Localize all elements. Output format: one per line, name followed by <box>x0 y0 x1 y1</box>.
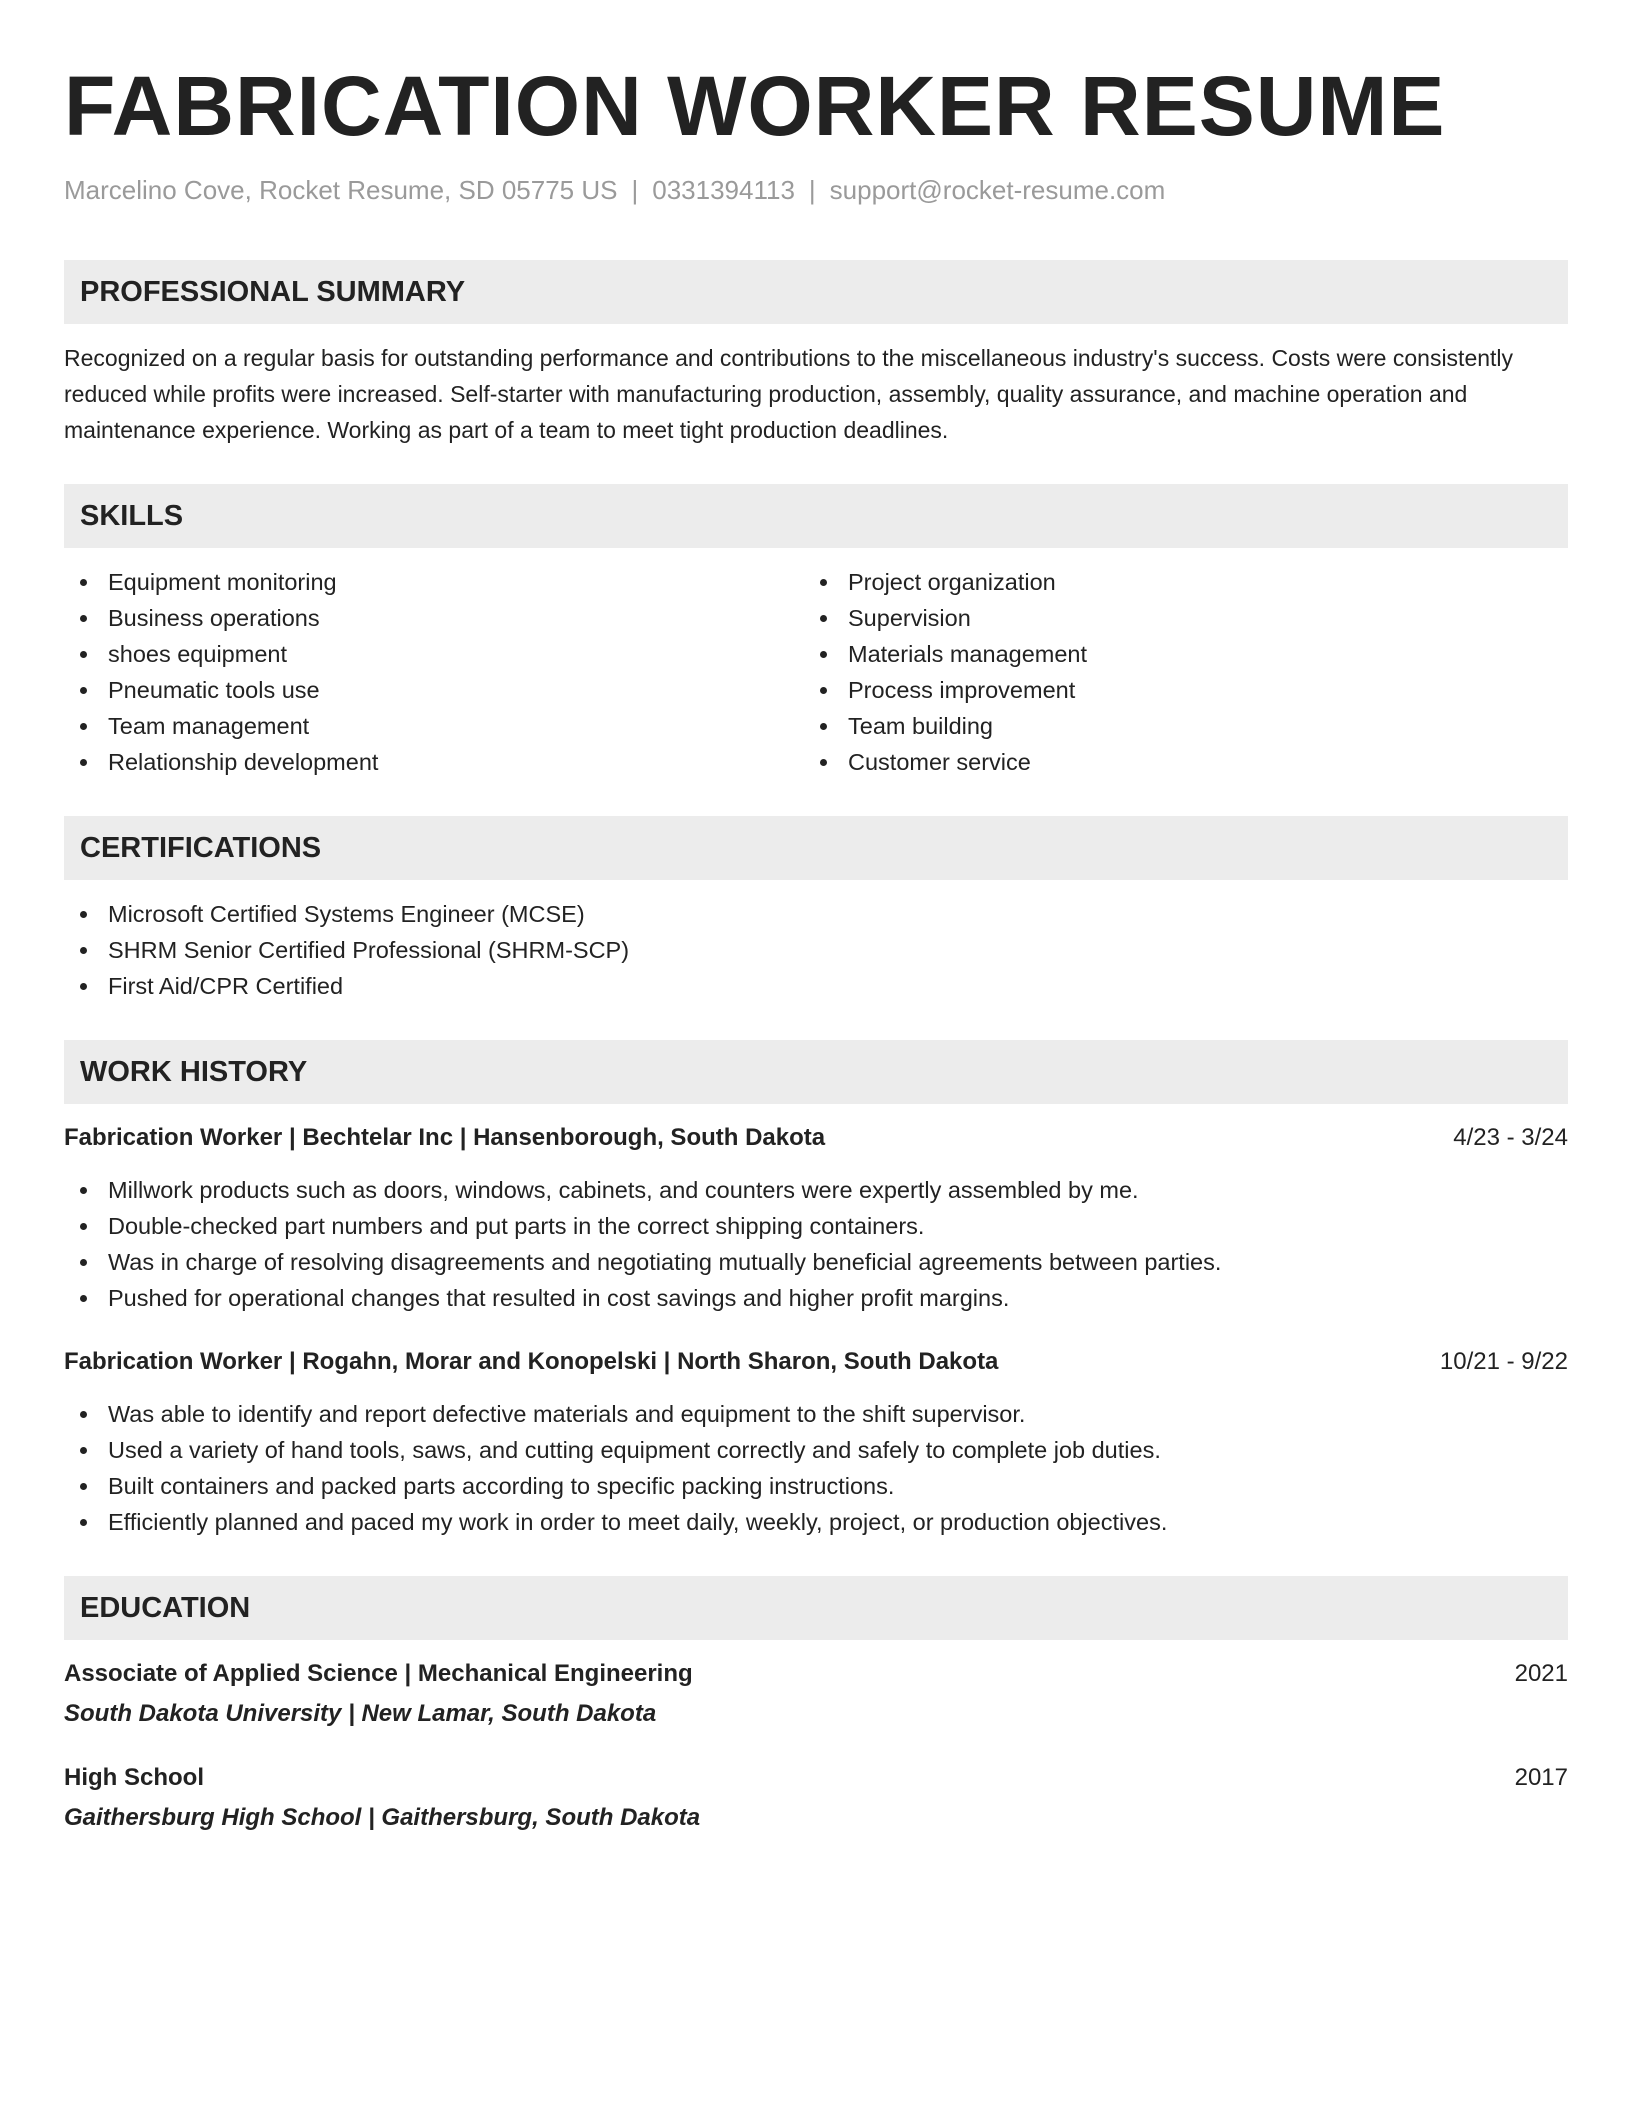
job-entry <box>64 1344 1568 1540</box>
job-bullet: Built containers and packed parts according to specific packing instructions. <box>64 1468 1568 1504</box>
certification-item: Microsoft Certified Systems Engineer (MCSE) <box>64 896 1568 932</box>
summary-text: Recognized on a regular basis for outstanding performance and contributions to the miscellaneous industry's success. Costs were consistently reduced while profits were increased. Self-starter with manufacturing production, assembly, quality assurance, and machine operation and maintenance experience. Working as part of a team to meet tight production deadlines. <box>64 345 1514 443</box>
education-degree: High School <box>64 1764 204 1791</box>
section-header-work-history: WORK HISTORY <box>64 1040 1568 1104</box>
job-bullet: Was in charge of resolving disagreements and negotiating mutually beneficial agreements between parties. <box>64 1244 1568 1280</box>
job-title: Fabrication Worker | Rogahn, Morar and Konopelski | North Sharon, South Dakota <box>64 1348 999 1375</box>
job-header <box>64 1120 1568 1156</box>
contact-separator: | <box>631 175 639 205</box>
section-header-summary: PROFESSIONAL SUMMARY <box>64 260 1568 324</box>
job-bullet: Millwork products such as doors, windows, cabinets, and counters were expertly assembled by me. <box>64 1172 1568 1208</box>
education-school: South Dakota University | New Lamar, South Dakota <box>64 1700 657 1727</box>
education-year: 2017 <box>1514 1764 1568 1791</box>
skill-item: Customer service <box>804 744 1568 780</box>
job-bullet: Used a variety of hand tools, saws, and cutting equipment correctly and safely to complete job duties. <box>64 1432 1568 1468</box>
education-entry <box>64 1760 1568 1836</box>
skills-column-left <box>64 564 804 780</box>
contact-email: support@rocket-resume.com <box>829 175 1166 205</box>
skills-column-right <box>804 564 1568 780</box>
skills-grid <box>64 564 1568 780</box>
certification-item: SHRM Senior Certified Professional (SHRM-SCP) <box>64 932 1568 968</box>
skill-item: Pneumatic tools use <box>64 672 804 708</box>
section-header-education: EDUCATION <box>64 1576 1568 1640</box>
education-school: Gaithersburg High School | Gaithersburg, South Dakota <box>64 1804 701 1831</box>
skill-item: Relationship development <box>64 744 804 780</box>
job-title: Fabrication Worker | Bechtelar Inc | Hansenborough, South Dakota <box>64 1124 826 1151</box>
certifications-list <box>64 896 1568 1004</box>
contact-line <box>64 172 1568 208</box>
job-entry <box>64 1120 1568 1316</box>
skill-item: Equipment monitoring <box>64 564 804 600</box>
resume-title: FABRICATION WORKER RESUME <box>64 59 1446 153</box>
skill-item: shoes equipment <box>64 636 804 672</box>
contact-separator: | <box>808 175 816 205</box>
skill-item: Team management <box>64 708 804 744</box>
education-degree: Associate of Applied Science | Mechanical Engineering <box>64 1660 693 1687</box>
job-bullet: Was able to identify and report defective materials and equipment to the shift supervisor. <box>64 1396 1568 1432</box>
certification-item: First Aid/CPR Certified <box>64 968 1568 1004</box>
job-dates: 4/23 - 3/24 <box>1453 1124 1568 1151</box>
skill-item: Process improvement <box>804 672 1568 708</box>
contact-address: Marcelino Cove, Rocket Resume, SD 05775 US <box>64 175 618 205</box>
contact-phone: 0331394113 <box>652 175 795 205</box>
job-dates: 10/21 - 9/22 <box>1439 1348 1568 1375</box>
education-header <box>64 1760 1568 1796</box>
skill-item: Project organization <box>804 564 1568 600</box>
education-entry <box>64 1656 1568 1732</box>
job-header <box>64 1344 1568 1380</box>
skill-item: Supervision <box>804 600 1568 636</box>
skill-item: Business operations <box>64 600 804 636</box>
skill-item: Team building <box>804 708 1568 744</box>
job-bullet: Double-checked part numbers and put parts in the correct shipping containers. <box>64 1208 1568 1244</box>
section-header-skills: SKILLS <box>64 484 1568 548</box>
job-bullet: Pushed for operational changes that resulted in cost savings and higher profit margins. <box>64 1280 1568 1316</box>
job-bullet: Efficiently planned and paced my work in order to meet daily, weekly, project, or production objectives. <box>64 1504 1568 1540</box>
section-header-certifications: CERTIFICATIONS <box>64 816 1568 880</box>
education-year: 2021 <box>1514 1660 1568 1687</box>
education-header <box>64 1656 1568 1692</box>
skill-item: Materials management <box>804 636 1568 672</box>
